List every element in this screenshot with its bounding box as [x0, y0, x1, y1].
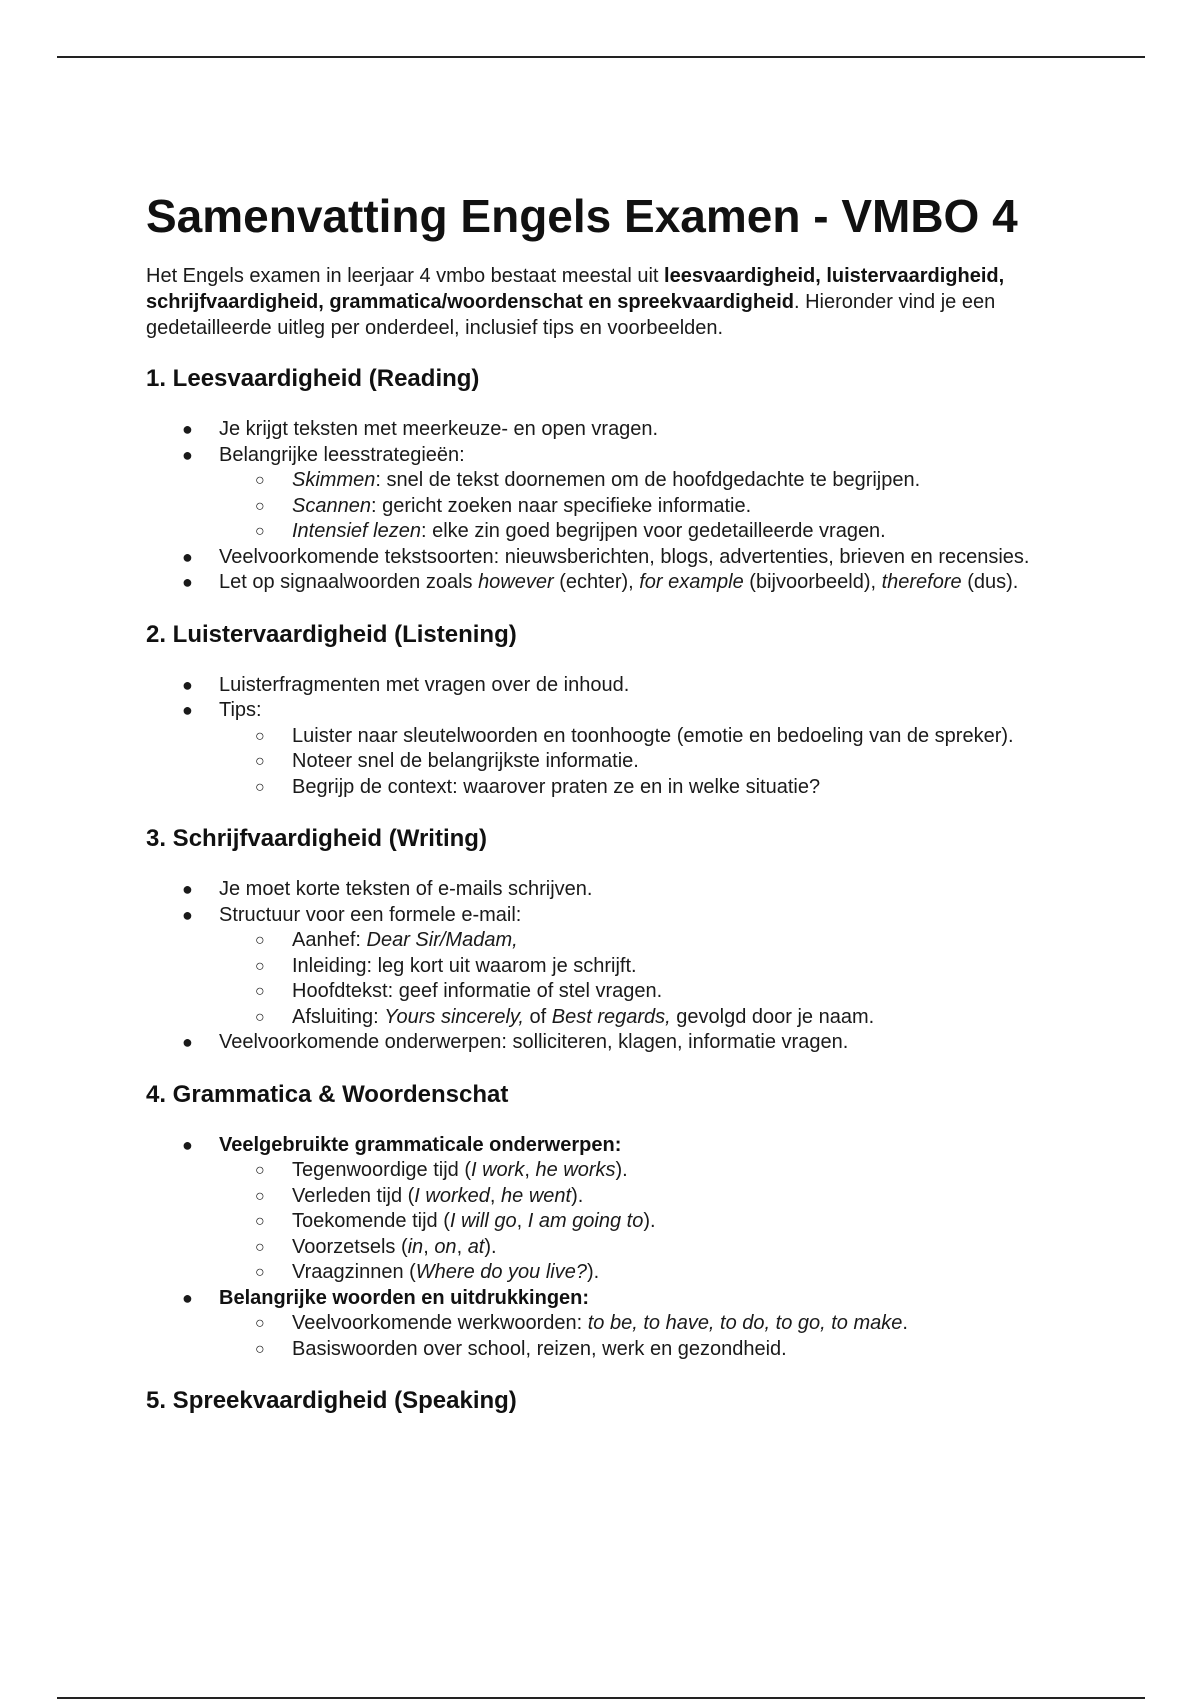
list-item: ● Luisterfragmenten met vragen over de inhoud. — [146, 673, 1046, 699]
list-item: ● Structuur voor een formele e-mail: ○ Aanhef: Dear Sir/Madam, ○ Inleiding: leg kort uit waarom je schrijft. ○ Hoofdtekst: geef informatie of stel vragen. ○ Afsluiting: Yours sincerely, of Best regards, gevolgd door je naam. — [146, 903, 1046, 1031]
section-heading-speaking: 5. Spreekvaardigheid (Speaking) — [146, 1387, 517, 1414]
list-item: ○ Tegenwoordige tijd (I work, he works). — [219, 1158, 1046, 1184]
list-item: ● Veelgebruikte grammaticale onderwerpen: ○ Tegenwoordige tijd (I work, he works). ○ Verleden tijd (I worked, he went). ○ Toekomende tijd (I will go, I am going to). ○ Voorzetsels (in, on, at). ○ Vraagzinnen (Where do you live?). — [146, 1133, 1046, 1286]
circle-bullet-icon: ○ — [255, 957, 265, 975]
circle-bullet-icon: ○ — [255, 1213, 265, 1230]
intro-text-end: . Hieronder vind je een gedetailleerde uitleg per onderdeel, inclusief tips en voorbeelden. — [146, 291, 996, 339]
list-item: ○ Aanhef: Dear Sir/Madam, — [219, 928, 1046, 954]
circle-bullet-icon: ○ — [255, 472, 265, 489]
bullet-icon: ● — [182, 1134, 193, 1155]
bullet-icon: ● — [182, 1032, 193, 1052]
bullet-icon: ● — [182, 700, 193, 720]
list-item: ● Let op signaalwoorden zoals however (echter), for example (bijvoorbeeld), therefore (dus). — [146, 570, 1046, 596]
bullet-icon: ● — [182, 1287, 193, 1308]
list-item: ○ Verleden tijd (I worked, he went). — [219, 1184, 1046, 1210]
list-item: ● Veelvoorkomende tekstsoorten: nieuwsberichten, blogs, advertenties, brieven en recensies. — [146, 545, 1046, 571]
bullet-icon: ● — [182, 444, 193, 465]
document-body — [146, 188, 1046, 1439]
list-item: ○ Begrijp de context: waarover praten ze en in welke situatie? — [219, 775, 1046, 801]
list-item: ○ Intensief lezen: elke zin goed begrijpen voor gedetailleerde vragen. — [219, 519, 1046, 545]
bullet-icon: ● — [182, 904, 193, 925]
circle-bullet-icon: ○ — [255, 1008, 265, 1026]
vocabulary-list — [219, 1311, 1046, 1362]
list-item: ○ Hoofdtekst: geef informatie of stel vragen. — [219, 979, 1046, 1005]
list-item: ● Je krijgt teksten met meerkeuze- en open vragen. — [146, 417, 1046, 443]
list-item: ○ Basiswoorden over school, reizen, werk en gezondheid. — [219, 1337, 1046, 1363]
intro-skills: leesvaardigheid, luistervaardigheid, schrijfvaardigheid, grammatica/woordenschat en spreekvaardigheid — [146, 265, 1005, 313]
circle-bullet-icon: ○ — [255, 753, 265, 770]
circle-bullet-icon: ○ — [255, 523, 265, 540]
reading-list — [146, 417, 1046, 596]
circle-bullet-icon: ○ — [255, 983, 265, 1000]
bottom-rule — [57, 1697, 1145, 1699]
reading-strategies-list — [219, 468, 1046, 545]
intro-text: Het Engels examen in leerjaar 4 vmbo bestaat meestal uit — [146, 265, 665, 287]
grammar-topics-list — [219, 1158, 1046, 1286]
list-item: ○ Toekomende tijd (I will go, I am going to). — [219, 1209, 1046, 1235]
circle-bullet-icon: ○ — [255, 778, 265, 796]
list-item: ● Belangrijke woorden en uitdrukkingen: ○ Veelvoorkomende werkwoorden: to be, to have, to do, to go, to make. ○ Basiswoorden over school, reizen, werk en gezondheid. — [146, 1286, 1046, 1363]
bullet-icon: ● — [182, 419, 193, 439]
list-item: ○ Noteer snel de belangrijkste informatie. — [219, 749, 1046, 775]
list-item: ○ Inleiding: leg kort uit waarom je schrijft. — [219, 954, 1046, 980]
list-item: ○ Voorzetsels (in, on, at). — [219, 1235, 1046, 1261]
list-item: ○ Luister naar sleutelwoorden en toonhoogte (emotie en bedoeling van de spreker). — [219, 724, 1046, 750]
list-item: ● Belangrijke leesstrategieën: ○ Skimmen: snel de tekst doornemen om de hoofdgedachte te begrijpen. ○ Scannen: gericht zoeken naar specifieke informatie. ○ Intensief lezen: elke zin goed begrijpen voor gedetailleerde vragen. — [146, 443, 1046, 545]
circle-bullet-icon: ○ — [255, 1162, 265, 1179]
page-title: Samenvatting Engels Examen - VMBO 4 — [146, 190, 1018, 242]
intro-paragraph — [146, 263, 1046, 341]
top-rule — [57, 56, 1145, 58]
section-heading-grammar: 4. Grammatica & Woordenschat — [146, 1080, 509, 1108]
list-item: ● Je moet korte teksten of e-mails schrijven. — [146, 877, 1046, 903]
circle-bullet-icon: ○ — [255, 727, 265, 745]
circle-bullet-icon: ○ — [255, 1340, 265, 1358]
list-item: ○ Veelvoorkomende werkwoorden: to be, to have, to do, to go, to make. — [219, 1311, 1046, 1337]
bullet-icon: ● — [182, 572, 193, 592]
bullet-icon: ● — [182, 674, 193, 695]
circle-bullet-icon: ○ — [255, 1264, 265, 1281]
section-heading-listening: 2. Luistervaardigheid (Listening) — [146, 620, 517, 648]
section-heading-writing: 3. Schrijfvaardigheid (Writing) — [146, 825, 487, 852]
circle-bullet-icon: ○ — [255, 1315, 265, 1332]
circle-bullet-icon: ○ — [255, 932, 265, 949]
circle-bullet-icon: ○ — [255, 1187, 265, 1205]
section-heading-reading: 1. Leesvaardigheid (Reading) — [146, 365, 480, 392]
circle-bullet-icon: ○ — [255, 497, 265, 515]
circle-bullet-icon: ○ — [255, 1238, 265, 1256]
bullet-icon: ● — [182, 546, 193, 567]
list-item: ● Veelvoorkomende onderwerpen: solliciteren, klagen, informatie vragen. — [146, 1030, 1046, 1056]
listening-list — [146, 673, 1046, 801]
email-structure-list — [219, 928, 1046, 1030]
list-item: ○ Vraagzinnen (Where do you live?). — [219, 1260, 1046, 1286]
listening-tips-list — [219, 724, 1046, 801]
grammar-list — [146, 1133, 1046, 1363]
writing-list — [146, 877, 1046, 1056]
list-item: ○ Afsluiting: Yours sincerely, of Best regards, gevolgd door je naam. — [219, 1005, 1046, 1031]
list-item: ○ Skimmen: snel de tekst doornemen om de hoofdgedachte te begrijpen. — [219, 468, 1046, 494]
list-item: ○ Scannen: gericht zoeken naar specifieke informatie. — [219, 494, 1046, 520]
bullet-icon: ● — [182, 879, 193, 899]
list-item: ● Tips: ○ Luister naar sleutelwoorden en toonhoogte (emotie en bedoeling van de spreker). ○ Noteer snel de belangrijkste informatie. ○ Begrijp de context: waarover praten ze en in welke situatie? — [146, 698, 1046, 800]
